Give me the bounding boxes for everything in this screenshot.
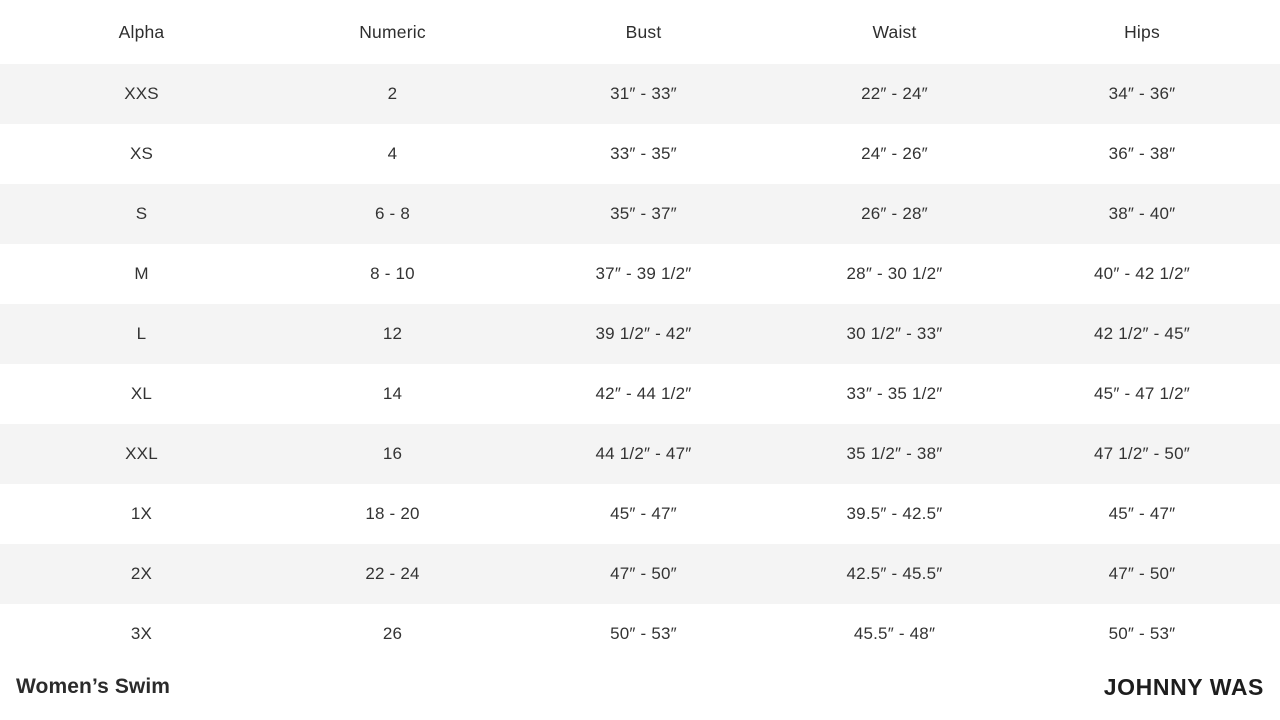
cell-waist: 26″ - 28″ bbox=[769, 184, 1020, 244]
cell-bust: 37″ - 39 1/2″ bbox=[518, 244, 769, 304]
table-row bbox=[0, 544, 1280, 604]
cell-waist: 42.5″ - 45.5″ bbox=[769, 544, 1020, 604]
row-edge-right bbox=[1264, 304, 1280, 364]
cell-bust: 33″ - 35″ bbox=[518, 124, 769, 184]
cell-bust: 50″ - 53″ bbox=[518, 604, 769, 664]
cell-alpha: 1X bbox=[16, 484, 267, 544]
row-edge-left bbox=[0, 424, 16, 484]
cell-alpha: M bbox=[16, 244, 267, 304]
cell-numeric: 14 bbox=[267, 364, 518, 424]
cell-bust: 44 1/2″ - 47″ bbox=[518, 424, 769, 484]
cell-numeric: 8 - 10 bbox=[267, 244, 518, 304]
row-edge-left bbox=[0, 64, 16, 124]
cell-hips: 45″ - 47 1/2″ bbox=[1020, 364, 1264, 424]
cell-hips: 34″ - 36″ bbox=[1020, 64, 1264, 124]
header-edge-right bbox=[1264, 0, 1280, 64]
cell-waist: 35 1/2″ - 38″ bbox=[769, 424, 1020, 484]
row-edge-left bbox=[0, 544, 16, 604]
cell-numeric: 2 bbox=[267, 64, 518, 124]
row-edge-left bbox=[0, 364, 16, 424]
cell-alpha: XXS bbox=[16, 64, 267, 124]
table-row bbox=[0, 304, 1280, 364]
table-header bbox=[0, 0, 1280, 64]
cell-numeric: 26 bbox=[267, 604, 518, 664]
column-header-numeric: Numeric bbox=[359, 21, 426, 42]
row-edge-left bbox=[0, 124, 16, 184]
cell-waist: 39.5″ - 42.5″ bbox=[769, 484, 1020, 544]
cell-waist: 30 1/2″ - 33″ bbox=[769, 304, 1020, 364]
cell-bust: 45″ - 47″ bbox=[518, 484, 769, 544]
cell-hips: 36″ - 38″ bbox=[1020, 124, 1264, 184]
cell-numeric: 22 - 24 bbox=[267, 544, 518, 604]
cell-waist: 28″ - 30 1/2″ bbox=[769, 244, 1020, 304]
row-edge-left bbox=[0, 484, 16, 544]
row-edge-right bbox=[1264, 604, 1280, 664]
cell-hips: 38″ - 40″ bbox=[1020, 184, 1264, 244]
cell-alpha: 3X bbox=[16, 604, 267, 664]
cell-waist: 33″ - 35 1/2″ bbox=[769, 364, 1020, 424]
row-edge-right bbox=[1264, 244, 1280, 304]
cell-numeric: 18 - 20 bbox=[267, 484, 518, 544]
row-edge-right bbox=[1264, 184, 1280, 244]
cell-hips: 40″ - 42 1/2″ bbox=[1020, 244, 1264, 304]
cell-alpha: XL bbox=[16, 364, 267, 424]
row-edge-left bbox=[0, 604, 16, 664]
row-edge-right bbox=[1264, 124, 1280, 184]
table-row bbox=[0, 124, 1280, 184]
row-edge-left bbox=[0, 304, 16, 364]
column-header-waist: Waist bbox=[872, 21, 917, 42]
cell-waist: 45.5″ - 48″ bbox=[769, 604, 1020, 664]
row-edge-left bbox=[0, 184, 16, 244]
cell-alpha: XXL bbox=[16, 424, 267, 484]
cell-waist: 24″ - 26″ bbox=[769, 124, 1020, 184]
page-title: Women’s Swim bbox=[16, 675, 171, 698]
cell-waist: 22″ - 24″ bbox=[769, 64, 1020, 124]
column-header-bust: Bust bbox=[625, 21, 662, 42]
row-edge-right bbox=[1264, 484, 1280, 544]
brand-logo: JOHNNY WAS bbox=[1103, 673, 1264, 700]
table-row bbox=[0, 424, 1280, 484]
row-edge-right bbox=[1264, 544, 1280, 604]
cell-numeric: 6 - 8 bbox=[267, 184, 518, 244]
cell-bust: 31″ - 33″ bbox=[518, 64, 769, 124]
table-header-row bbox=[0, 0, 1280, 64]
row-edge-right bbox=[1264, 424, 1280, 484]
row-edge-left bbox=[0, 244, 16, 304]
column-header-alpha: Alpha bbox=[118, 21, 165, 42]
cell-hips: 47 1/2″ - 50″ bbox=[1020, 424, 1264, 484]
cell-alpha: S bbox=[16, 184, 267, 244]
cell-numeric: 12 bbox=[267, 304, 518, 364]
cell-bust: 35″ - 37″ bbox=[518, 184, 769, 244]
table-row bbox=[0, 484, 1280, 544]
cell-bust: 42″ - 44 1/2″ bbox=[518, 364, 769, 424]
cell-hips: 45″ - 47″ bbox=[1020, 484, 1264, 544]
cell-numeric: 4 bbox=[267, 124, 518, 184]
cell-bust: 39 1/2″ - 42″ bbox=[518, 304, 769, 364]
table-row bbox=[0, 244, 1280, 304]
table-row bbox=[0, 604, 1280, 664]
table-body bbox=[0, 64, 1280, 664]
cell-hips: 42 1/2″ - 45″ bbox=[1020, 304, 1264, 364]
table-row bbox=[0, 364, 1280, 424]
row-edge-right bbox=[1264, 64, 1280, 124]
header-edge-left bbox=[0, 0, 16, 64]
cell-hips: 50″ - 53″ bbox=[1020, 604, 1264, 664]
table-row bbox=[0, 184, 1280, 244]
cell-numeric: 16 bbox=[267, 424, 518, 484]
cell-bust: 47″ - 50″ bbox=[518, 544, 769, 604]
column-header-hips: Hips bbox=[1124, 21, 1160, 42]
cell-alpha: 2X bbox=[16, 544, 267, 604]
cell-alpha: L bbox=[16, 304, 267, 364]
footer bbox=[0, 662, 1280, 720]
table-row bbox=[0, 64, 1280, 124]
row-edge-right bbox=[1264, 364, 1280, 424]
cell-alpha: XS bbox=[16, 124, 267, 184]
cell-hips: 47″ - 50″ bbox=[1020, 544, 1264, 604]
